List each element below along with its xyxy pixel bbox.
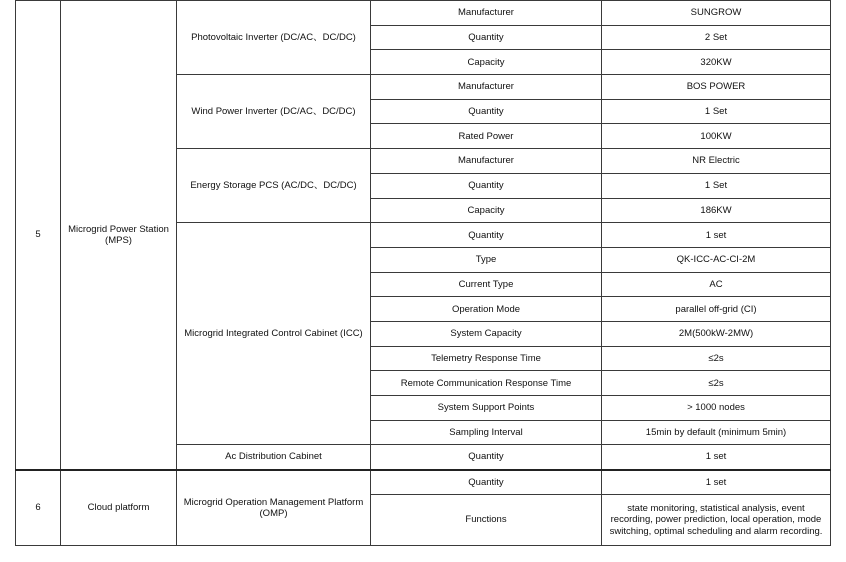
equipment-name: Wind Power Inverter (DC/AC、DC/DC) <box>177 75 371 149</box>
param-label: Manufacturer <box>371 149 602 174</box>
param-label: Capacity <box>371 50 602 75</box>
param-label: Telemetry Response Time <box>371 346 602 371</box>
param-value: 2M(500kW-2MW) <box>602 321 831 346</box>
param-label: Manufacturer <box>371 75 602 100</box>
param-value: 1 set <box>602 223 831 248</box>
section-name: Microgrid Power Station (MPS) <box>61 1 177 470</box>
table-row <box>16 1 831 26</box>
param-value: QK-ICC-AC-CI-2M <box>602 247 831 272</box>
param-value: 186KW <box>602 198 831 223</box>
param-label: Quantity <box>371 25 602 50</box>
spec-table <box>15 0 831 546</box>
param-label: Quantity <box>371 445 602 470</box>
param-label: Quantity <box>371 470 602 495</box>
equipment-name: Photovoltaic Inverter (DC/AC、DC/DC) <box>177 1 371 75</box>
param-label: Quantity <box>371 99 602 124</box>
param-label: Functions <box>371 494 602 545</box>
param-label: Operation Mode <box>371 297 602 322</box>
param-label: System Capacity <box>371 321 602 346</box>
param-value: ≤2s <box>602 371 831 396</box>
section-number: 5 <box>16 1 61 470</box>
section-name: Cloud platform <box>61 470 177 546</box>
param-value: 1 Set <box>602 173 831 198</box>
param-label: Manufacturer <box>371 1 602 26</box>
equipment-name: Microgrid Operation Management Platform (OMP) <box>177 470 371 546</box>
param-value: state monitoring, statistical analysis, event recording, power prediction, local operation, mode switching, optimal scheduling and alarm recording. <box>602 494 831 545</box>
param-value: 15min by default (minimum 5min) <box>602 420 831 445</box>
section-number: 6 <box>16 470 61 546</box>
param-value: AC <box>602 272 831 297</box>
equipment-name: Ac Distribution Cabinet <box>177 445 371 470</box>
param-value: 2 Set <box>602 25 831 50</box>
param-value: 1 Set <box>602 99 831 124</box>
param-value: parallel off-grid (CI) <box>602 297 831 322</box>
param-label: Quantity <box>371 223 602 248</box>
param-value: NR Electric <box>602 149 831 174</box>
param-value: 1 set <box>602 470 831 495</box>
param-value: SUNGROW <box>602 1 831 26</box>
param-value: 1 set <box>602 445 831 470</box>
param-label: Capacity <box>371 198 602 223</box>
param-label: Remote Communication Response Time <box>371 371 602 396</box>
param-label: Current Type <box>371 272 602 297</box>
table-row <box>16 470 831 495</box>
equipment-name: Energy Storage PCS (AC/DC、DC/DC) <box>177 149 371 223</box>
param-label: Quantity <box>371 173 602 198</box>
param-value: ≤2s <box>602 346 831 371</box>
param-value: 320KW <box>602 50 831 75</box>
equipment-name: Microgrid Integrated Control Cabinet (ICC) <box>177 223 371 445</box>
param-label: System Support Points <box>371 396 602 421</box>
param-label: Rated Power <box>371 124 602 149</box>
param-value: > 1000 nodes <box>602 396 831 421</box>
param-label: Sampling Interval <box>371 420 602 445</box>
param-value: 100KW <box>602 124 831 149</box>
param-label: Type <box>371 247 602 272</box>
param-value: BOS POWER <box>602 75 831 100</box>
